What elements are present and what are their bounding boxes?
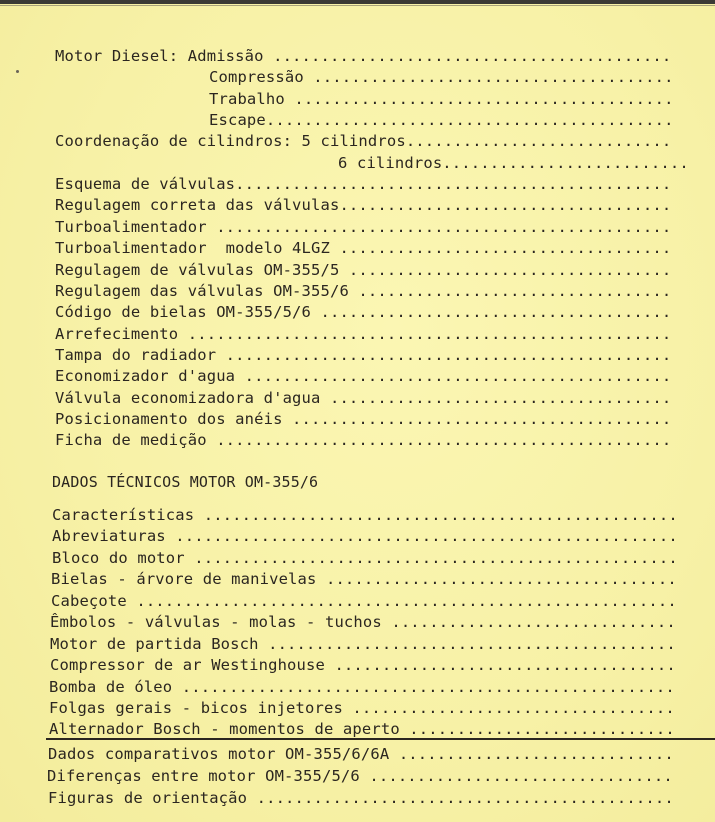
toc-entry: 6 cilindros.......................... bbox=[338, 154, 689, 172]
toc-entry: Bomba de óleo .................................................... bbox=[49, 678, 675, 696]
toc-entry: Turboalimentador modelo 4LGZ ................................... bbox=[55, 239, 672, 257]
toc-entry: Regulagem correta das válvulas................................... bbox=[55, 196, 672, 214]
underline-rule bbox=[46, 738, 715, 740]
toc-entry: Posicionamento dos anéis ........................................ bbox=[55, 410, 672, 428]
toc-entry: Economizador d'agua ............................................. bbox=[55, 367, 672, 385]
toc-entry: Alternador Bosch - momentos de aperto ............................ bbox=[49, 720, 675, 738]
section-heading: DADOS TÉCNICOS MOTOR OM-355/6 bbox=[52, 473, 319, 491]
toc-entry: Trabalho ........................................ bbox=[209, 90, 674, 108]
toc-entry: Abreviaturas ..................................................... bbox=[52, 527, 678, 545]
toc-entry: Compressor de ar Westinghouse .................................... bbox=[50, 656, 676, 674]
toc-entry: Cabeçote ......................................................... bbox=[51, 592, 677, 610]
toc-entry: Válvula economizadora d'agua .................................... bbox=[55, 389, 672, 407]
toc-entry: Esquema de válvulas.............................................. bbox=[55, 175, 672, 193]
toc-entry: Compressão ...................................... bbox=[209, 68, 674, 86]
toc-entry: Dados comparativos motor OM-355/6/6A ............................. bbox=[48, 745, 674, 763]
toc-entry: Diferenças entre motor OM-355/5/6 ................................ bbox=[47, 767, 673, 785]
toc-entry: Características .................................................. bbox=[52, 506, 678, 524]
margin-speck bbox=[16, 70, 19, 73]
toc-entry: Bloco do motor ................................................... bbox=[52, 549, 678, 567]
toc-entry: Motor Diesel: Admissão .......................................... bbox=[55, 47, 672, 65]
toc-entry: Código de bielas OM-355/5/6 ..................................... bbox=[55, 303, 672, 321]
toc-entry: Motor de partida Bosch ........................................... bbox=[50, 635, 676, 653]
toc-entry: Tampa do radiador ............................................... bbox=[55, 346, 672, 364]
toc-entry: Figuras de orientação ............................................ bbox=[48, 789, 674, 807]
top-border-shadow bbox=[0, 5, 715, 6]
toc-entry: Êmbolos - válvulas - molas - tuchos .............................. bbox=[50, 613, 676, 631]
toc-entry: Bielas - árvore de manivelas ..................................... bbox=[51, 570, 677, 588]
toc-entry: Ficha de medição ................................................ bbox=[55, 431, 672, 449]
top-border bbox=[0, 0, 715, 4]
toc-entry: Escape........................................... bbox=[209, 111, 674, 129]
toc-entry: Regulagem das válvulas OM-355/6 ................................. bbox=[55, 282, 672, 300]
toc-entry: Regulagem de válvulas OM-355/5 .................................. bbox=[55, 261, 672, 279]
toc-entry: Folgas gerais - bicos injetores .................................. bbox=[49, 699, 675, 717]
toc-entry: Arrefecimento ................................................... bbox=[55, 325, 672, 343]
toc-entry: Coordenação de cilindros: 5 cilindros............................ bbox=[55, 132, 672, 150]
toc-entry: Turboalimentador ................................................ bbox=[55, 218, 672, 236]
